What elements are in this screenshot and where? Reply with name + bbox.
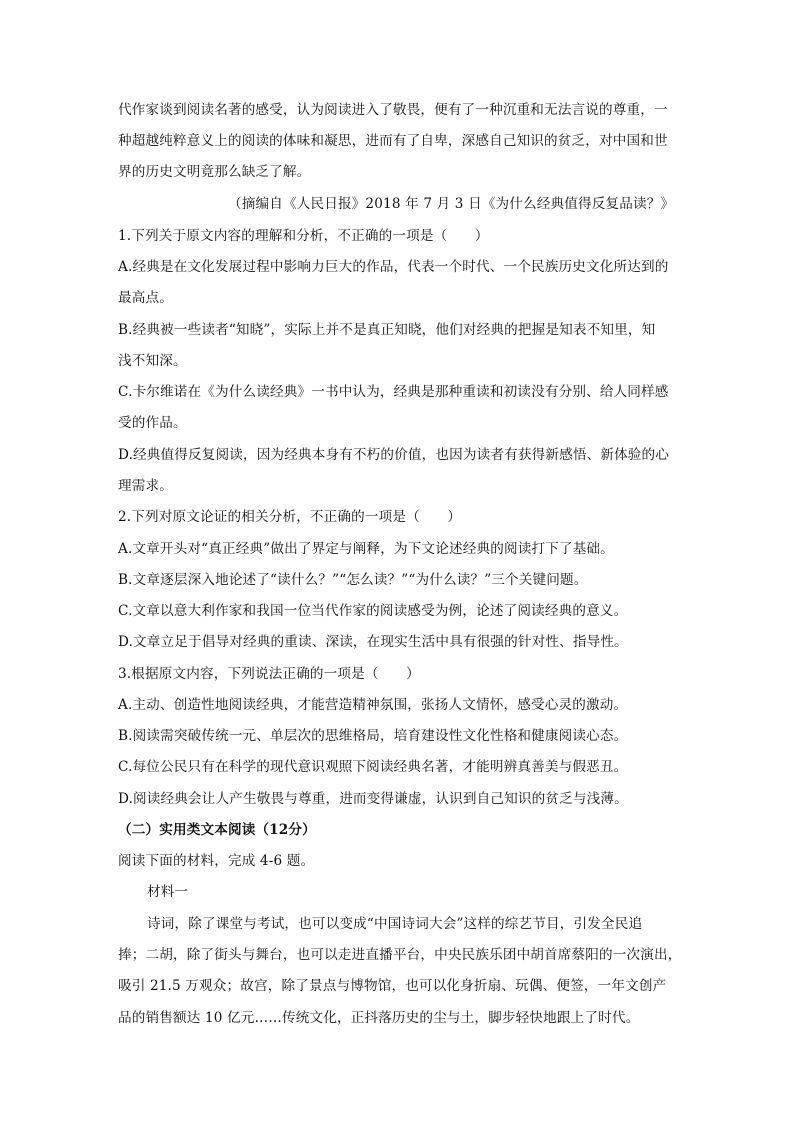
material-line: 品的销售额达 10 亿元……传统文化，正抖落历史的尘与土，脚步轻快地跟上了时代。 <box>118 1010 640 1026</box>
q2-option-b: B.文章逐层深入地论述了“读什么？”“怎么读？”“为什么读？”三个关键问题。 <box>118 572 588 588</box>
passage-line: 代作家谈到阅读名著的感受，认为阅读进入了敬畏，便有了一种沉重和无法言说的尊重，一 <box>118 102 668 118</box>
q3-option-a: A.主动、创造性地阅读经典，才能营造精神氛围，张扬人文情怀，感受心灵的激动。 <box>118 697 628 713</box>
q1-option-b-cont: 浅不知深。 <box>118 353 187 369</box>
source-citation: （摘编自《人民日报》2018 年 7 月 3 日《为什么经典值得反复品读？》 <box>228 196 675 212</box>
instruction: 阅读下面的材料，完成 4-6 题。 <box>118 853 315 869</box>
q2-option-c: C.文章以意大利作家和我国一位当代作家的阅读感受为例，论述了阅读经典的意义。 <box>118 603 628 619</box>
question-2-stem: 2.下列对原文论证的相关分析，不正确的一项是（ ） <box>118 509 462 525</box>
q1-option-b: B.经典被一些读者“知晓”，实际上并不是真正知晓，他们对经典的把握是知表不知里，知 <box>118 322 656 338</box>
section-heading: （二）实用类文本阅读（12分） <box>118 822 316 838</box>
q1-option-c-cont: 受的作品。 <box>118 415 187 431</box>
q3-option-d: D.阅读经典会让人产生敬畏与尊重，进而变得谦虚，认识到自己知识的贫乏与浅薄。 <box>118 791 628 807</box>
question-1-stem: 1.下列关于原文内容的理解和分析，不正确的一项是（ ） <box>118 228 489 244</box>
q1-option-d-cont: 理需求。 <box>118 478 173 494</box>
question-3-stem: 3.根据原文内容，下列说法正确的一项是（ ） <box>118 666 420 682</box>
q1-option-d: D.经典值得反复阅读，因为经典本身有不朽的价值，也因为读者有获得新感悟、新体验的心 <box>118 447 670 463</box>
q3-option-c: C.每位公民只有在科学的现代意识观照下阅读经典名著，才能明辨真善美与假恶丑。 <box>118 759 628 775</box>
material-line: 吸引 21.5 万观众；故宫，除了景点与博物馆，也可以化身折扇、玩偶、便签，一年文创产 <box>118 978 667 994</box>
q2-option-a: A.文章开头对“真正经典”做出了界定与阐释，为下文论述经典的阅读打下了基础。 <box>118 541 614 557</box>
material-line: 诗词，除了课堂与考试，也可以变成“中国诗词大会”这样的综艺节目，引发全民追 <box>147 916 643 932</box>
passage-line: 界的历史文明竟那么缺乏了解。 <box>118 164 311 180</box>
q2-option-d: D.文章立足于倡导对经典的重读、深读，在现实生活中具有很强的针对性、指导性。 <box>118 634 628 650</box>
q1-option-a: A.经典是在文化发展过程中影响力巨大的作品，代表一个时代、一个民族历史文化所达到的 <box>118 259 669 275</box>
passage-line: 种超越纯粹意义上的阅读的体味和凝思，进而有了自卑，深感自己知识的贫乏，对中国和世 <box>118 133 668 149</box>
material-label: 材料一 <box>147 884 189 900</box>
q1-option-a-cont: 最高点。 <box>118 290 173 306</box>
q3-option-b: B.阅读需突破传统一元、单层次的思维格局，培育建设性文化性格和健康阅读心态。 <box>118 728 628 744</box>
material-line: 捧；二胡，除了街头与舞台，也可以走进直播平台，中央民族乐团中胡首席蔡阳的一次演出， <box>118 947 682 963</box>
q1-option-c: C.卡尔维诺在《为什么读经典》一书中认为，经典是那种重读和初读没有分别、给人同样感 <box>118 384 669 400</box>
